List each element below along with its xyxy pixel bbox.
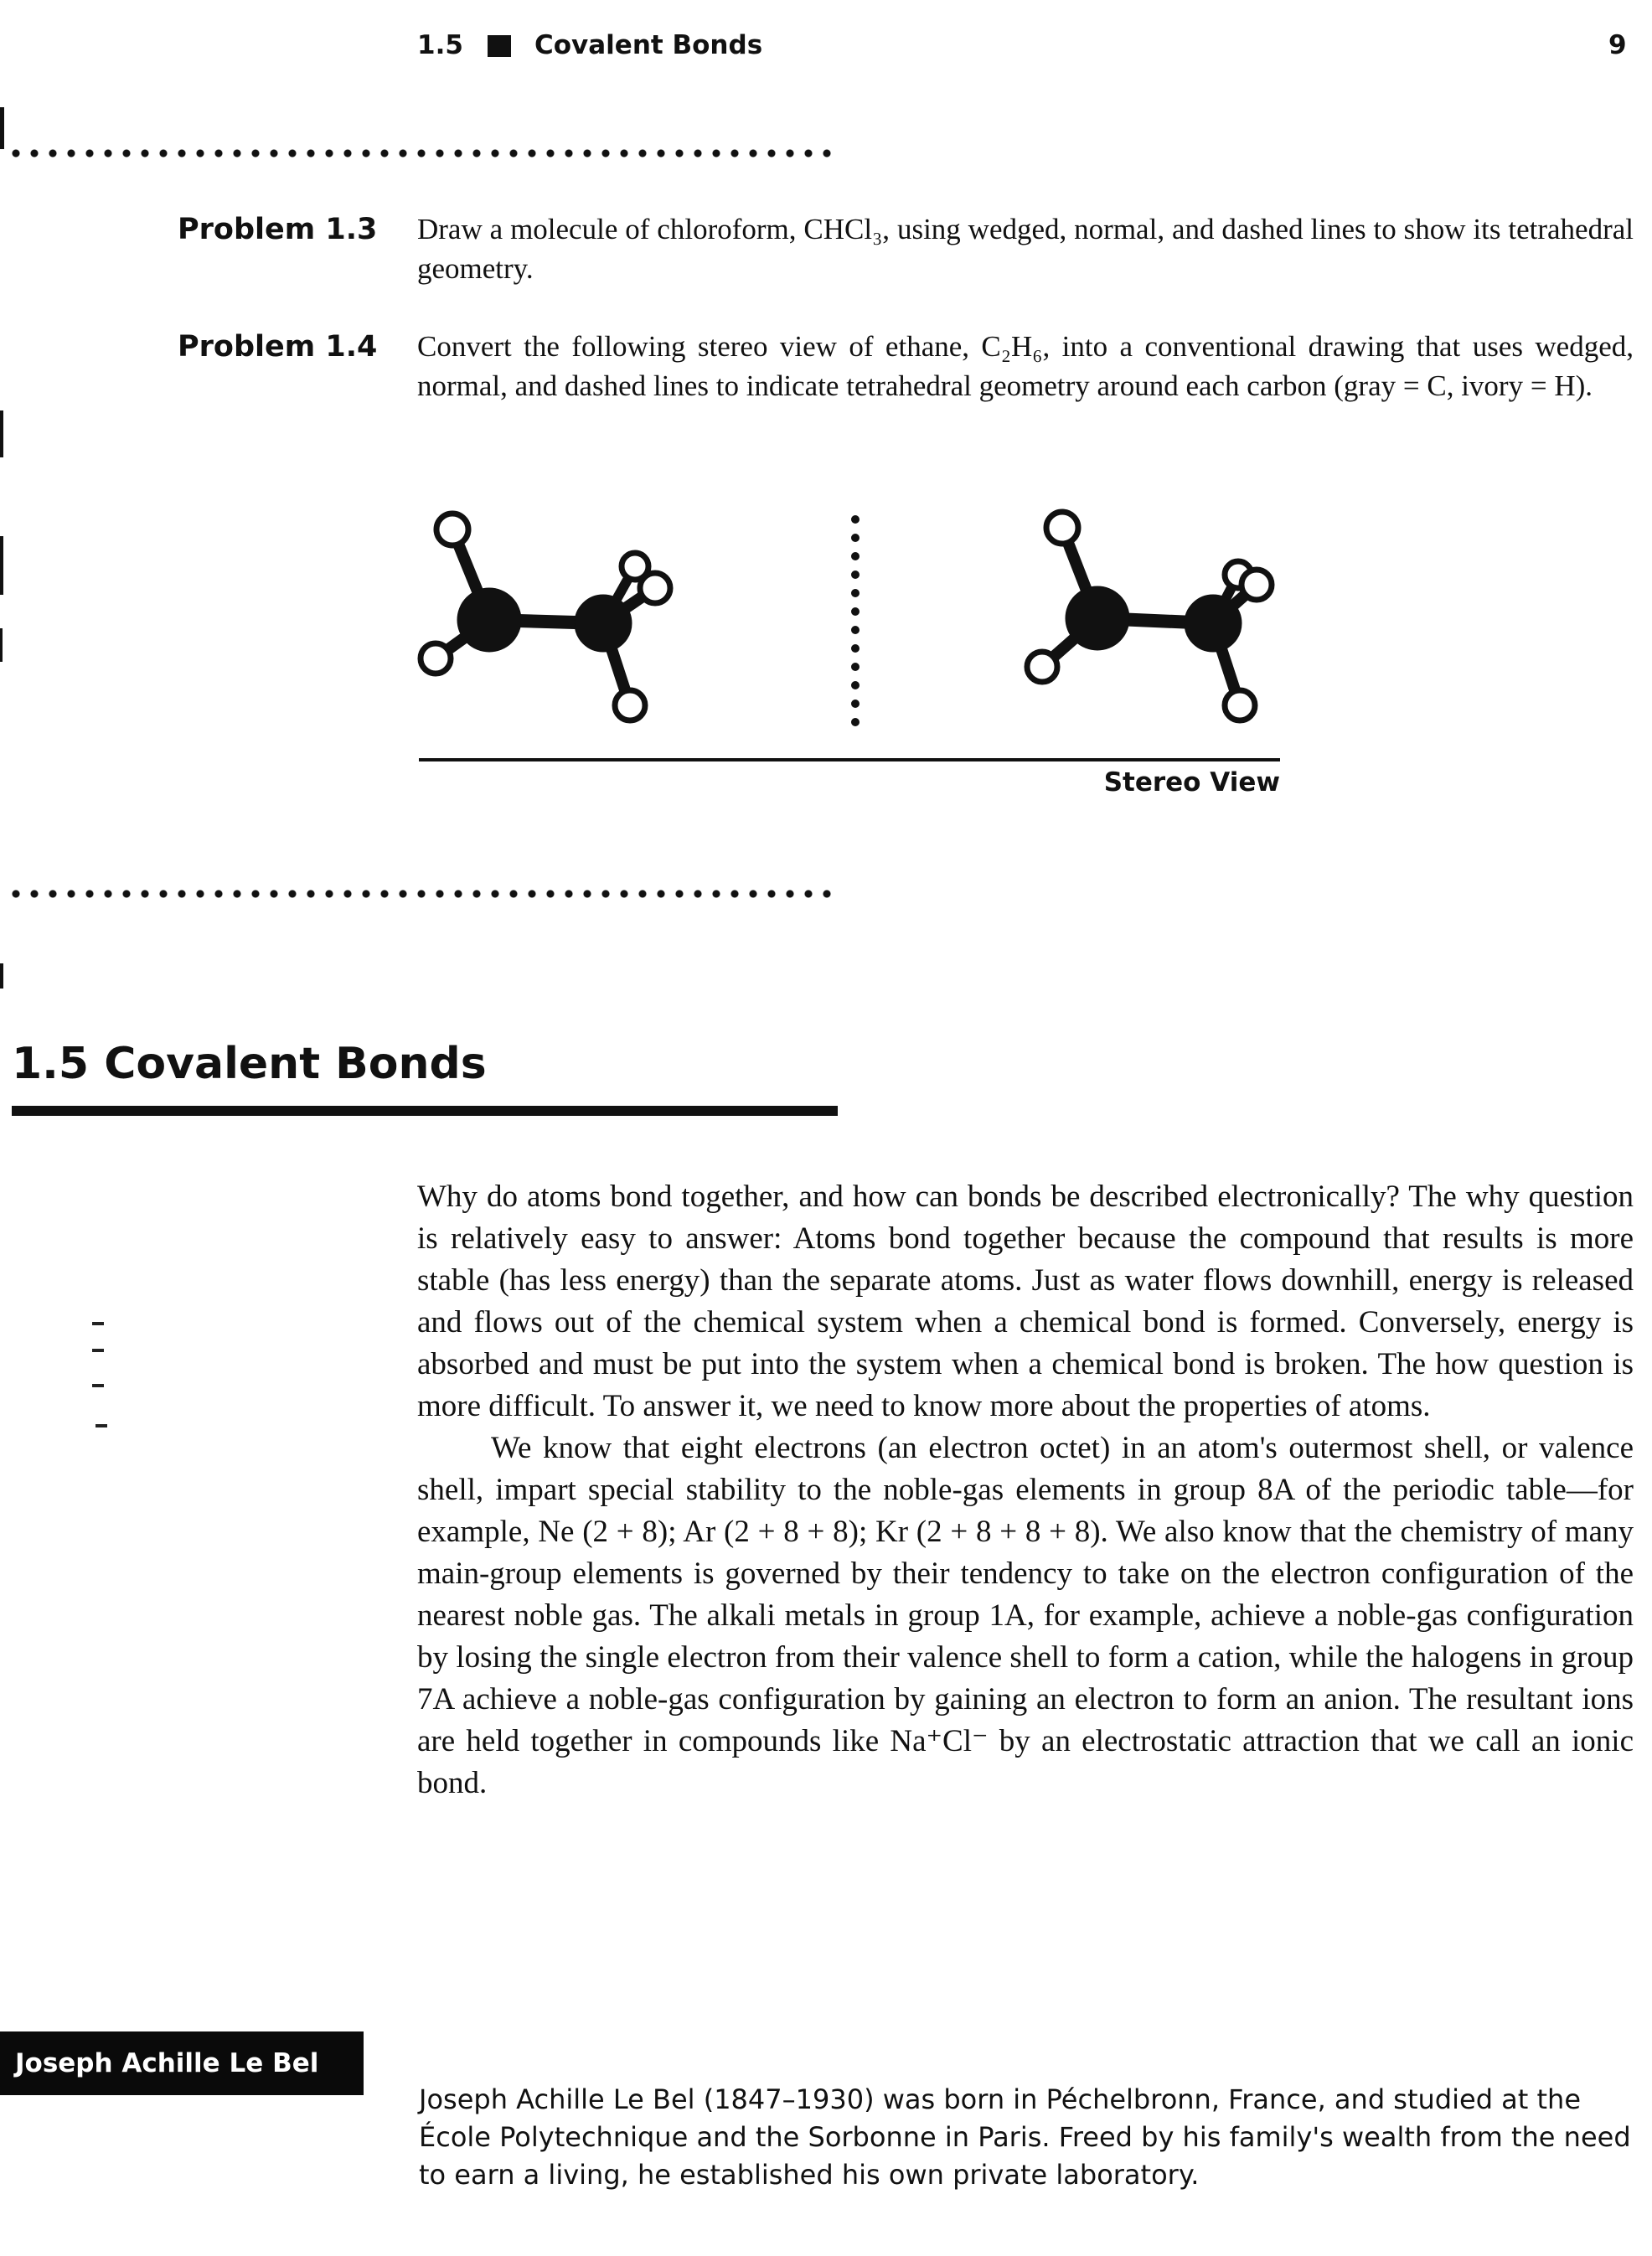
dotted-divider-middle <box>7 888 836 900</box>
section-body <box>417 1176 1634 1804</box>
problem-text: Convert the following stereo view of ethane, C₂H₆, into a conventional drawing that uses wedged, normal, and dashed lines to indicate tetrahedral geometry around each carbon (gray = C, ivory = H). <box>417 330 1634 402</box>
header-square-marker <box>488 35 511 57</box>
paragraph: We know that eight electrons (an electron octet) in an atom's outermost shell, or valence shell, impart special stability to the noble-gas elements in group 8A of the periodic table—for example, Ne (2 + 8); Ar (2 + 8 + 8); Kr (2 + 8 + 8 + 8). We also know that the chemistry of many main-group elements is governed by their tendency to take on the electron configuration of the nearest noble gas. The alkali metals in group 1A, for example, achieve a noble-gas configuration by losing the single electron from their valence shell to form a cation, while the halogens in group 7A achieve a noble-gas configuration by gaining an electron to form an anion. The resultant ions are held together in compounds like Na⁺Cl⁻ by an electrostatic attraction that we call an ionic bond. <box>417 1431 1634 1800</box>
edge-mark <box>0 410 3 457</box>
figure-caption: Stereo View <box>1103 767 1280 798</box>
hydrogen-atom <box>436 514 468 545</box>
dotted-separator <box>851 515 860 726</box>
ethane-molecule-right <box>1027 512 1272 720</box>
problem-label: Problem 1.4 <box>178 330 378 364</box>
margin-mark <box>92 1322 104 1325</box>
carbon-atom <box>457 588 521 652</box>
hydrogen-atom <box>1225 690 1255 720</box>
edge-mark <box>0 536 3 595</box>
running-header <box>0 0 1652 101</box>
hydrogen-atom <box>640 573 670 603</box>
dotted-divider-top <box>7 147 836 159</box>
ethane-stereo-figure <box>417 494 1280 813</box>
paragraph: Why do atoms bond together, and how can bonds be described electronically? The why question is relatively easy to answer: Atoms bond together because the compound that results is more stable (has less energy) than the separate atoms. Just as water flows downhill, energy is released and flows out of the chemical system when a chemical bond is formed. Conversely, energy is absorbed and must be put into the system when a chemical bond is broken. The how question is more difficult. To answer it, we need to know more about the properties of atoms. <box>417 1180 1634 1423</box>
page-number: 9 <box>1608 30 1627 60</box>
header-section-number: 1.5 <box>417 30 463 60</box>
biography-text: Joseph Achille Le Bel (1847–1930) was born in Péchelbronn, France, and studied at the École Polytechnique and the Sorbonne in Paris. Freed by his family's wealth from the need to earn a living, he established his own private laboratory. <box>419 2083 1631 2191</box>
hydrogen-atom <box>1027 652 1057 682</box>
hydrogen-atom <box>1242 570 1272 600</box>
section-heading-rule <box>12 1106 838 1116</box>
margin-mark <box>96 1424 107 1427</box>
hydrogen-atom <box>1046 512 1078 544</box>
hydrogen-atom <box>615 690 645 720</box>
section-heading: 1.5 Covalent Bonds <box>12 1039 487 1089</box>
problem-text: Draw a molecule of chloroform, CHCl₃, using wedged, normal, and dashed lines to show its tetrahedral geometry. <box>417 213 1634 285</box>
ethane-molecule-left <box>421 514 670 720</box>
edge-mark <box>0 963 3 989</box>
figure-rule <box>419 758 1280 761</box>
biography-name-label: Joseph Achille Le Bel <box>15 2048 319 2078</box>
margin-mark <box>92 1349 104 1352</box>
carbon-atom <box>1066 586 1129 650</box>
carbon-atom <box>575 595 632 652</box>
hydrogen-atom <box>421 643 451 674</box>
carbon-atom <box>1185 595 1242 652</box>
edge-mark <box>0 107 4 149</box>
problem-label: Problem 1.3 <box>178 213 378 246</box>
edge-mark <box>0 628 3 662</box>
header-section-title: Covalent Bonds <box>534 30 763 60</box>
margin-mark <box>92 1384 104 1387</box>
